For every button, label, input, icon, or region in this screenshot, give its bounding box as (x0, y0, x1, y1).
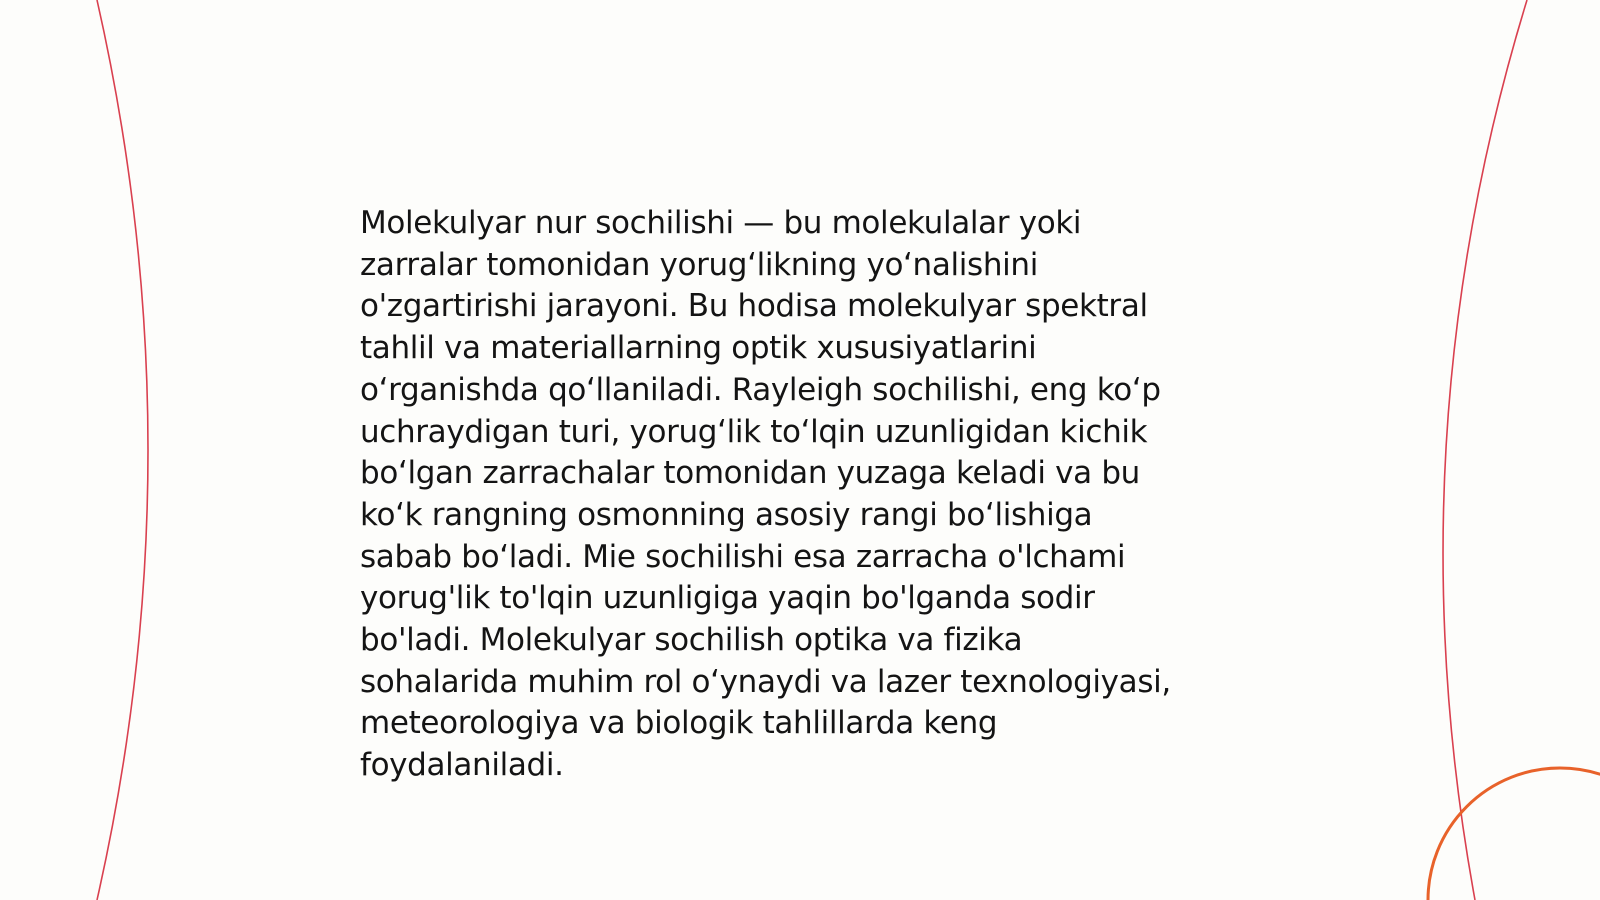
text-line: sabab boʻladi. Mie sochilishi esa zarracha o'lchami (360, 538, 1126, 575)
text-line: foydalaniladi. (360, 747, 564, 784)
text-line: uchraydigan turi, yorugʻlik toʻlqin uzunligidan kichik (360, 413, 1148, 450)
text-line: yorug'lik to'lqin uzunligiga yaqin bo'lganda sodir (360, 580, 1095, 617)
left-arc-line (97, 0, 148, 900)
text-line: o'zgartirishi jarayoni. Bu hodisa molekulyar spektral (360, 288, 1148, 325)
text-line: tahlil va materiallarning optik xususiyatlarini (360, 330, 1037, 367)
paragraph (360, 203, 1240, 787)
accent-circle (1428, 768, 1600, 900)
text-line: meteorologiya va biologik tahlillarda keng (360, 705, 998, 742)
right-arc-line (1443, 0, 1527, 900)
text-line: bo'ladi. Molekulyar sochilish optika va fizika (360, 622, 1023, 659)
text-line: boʻlgan zarrachalar tomonidan yuzaga keladi va bu (360, 455, 1140, 492)
text-line: zarralar tomonidan yorugʻlikning yoʻnalishini (360, 246, 1038, 283)
text-line: Molekulyar nur sochilishi — bu molekulalar yoki (360, 205, 1082, 241)
text-line: oʻrganishda qoʻllaniladi. Rayleigh sochilishi, eng koʻp (360, 371, 1161, 408)
text-line: sohalarida muhim rol oʻynaydi va lazer texnologiyasi, (360, 663, 1171, 700)
text-line: koʻk rangning osmonning asosiy rangi boʻlishiga (360, 496, 1093, 533)
